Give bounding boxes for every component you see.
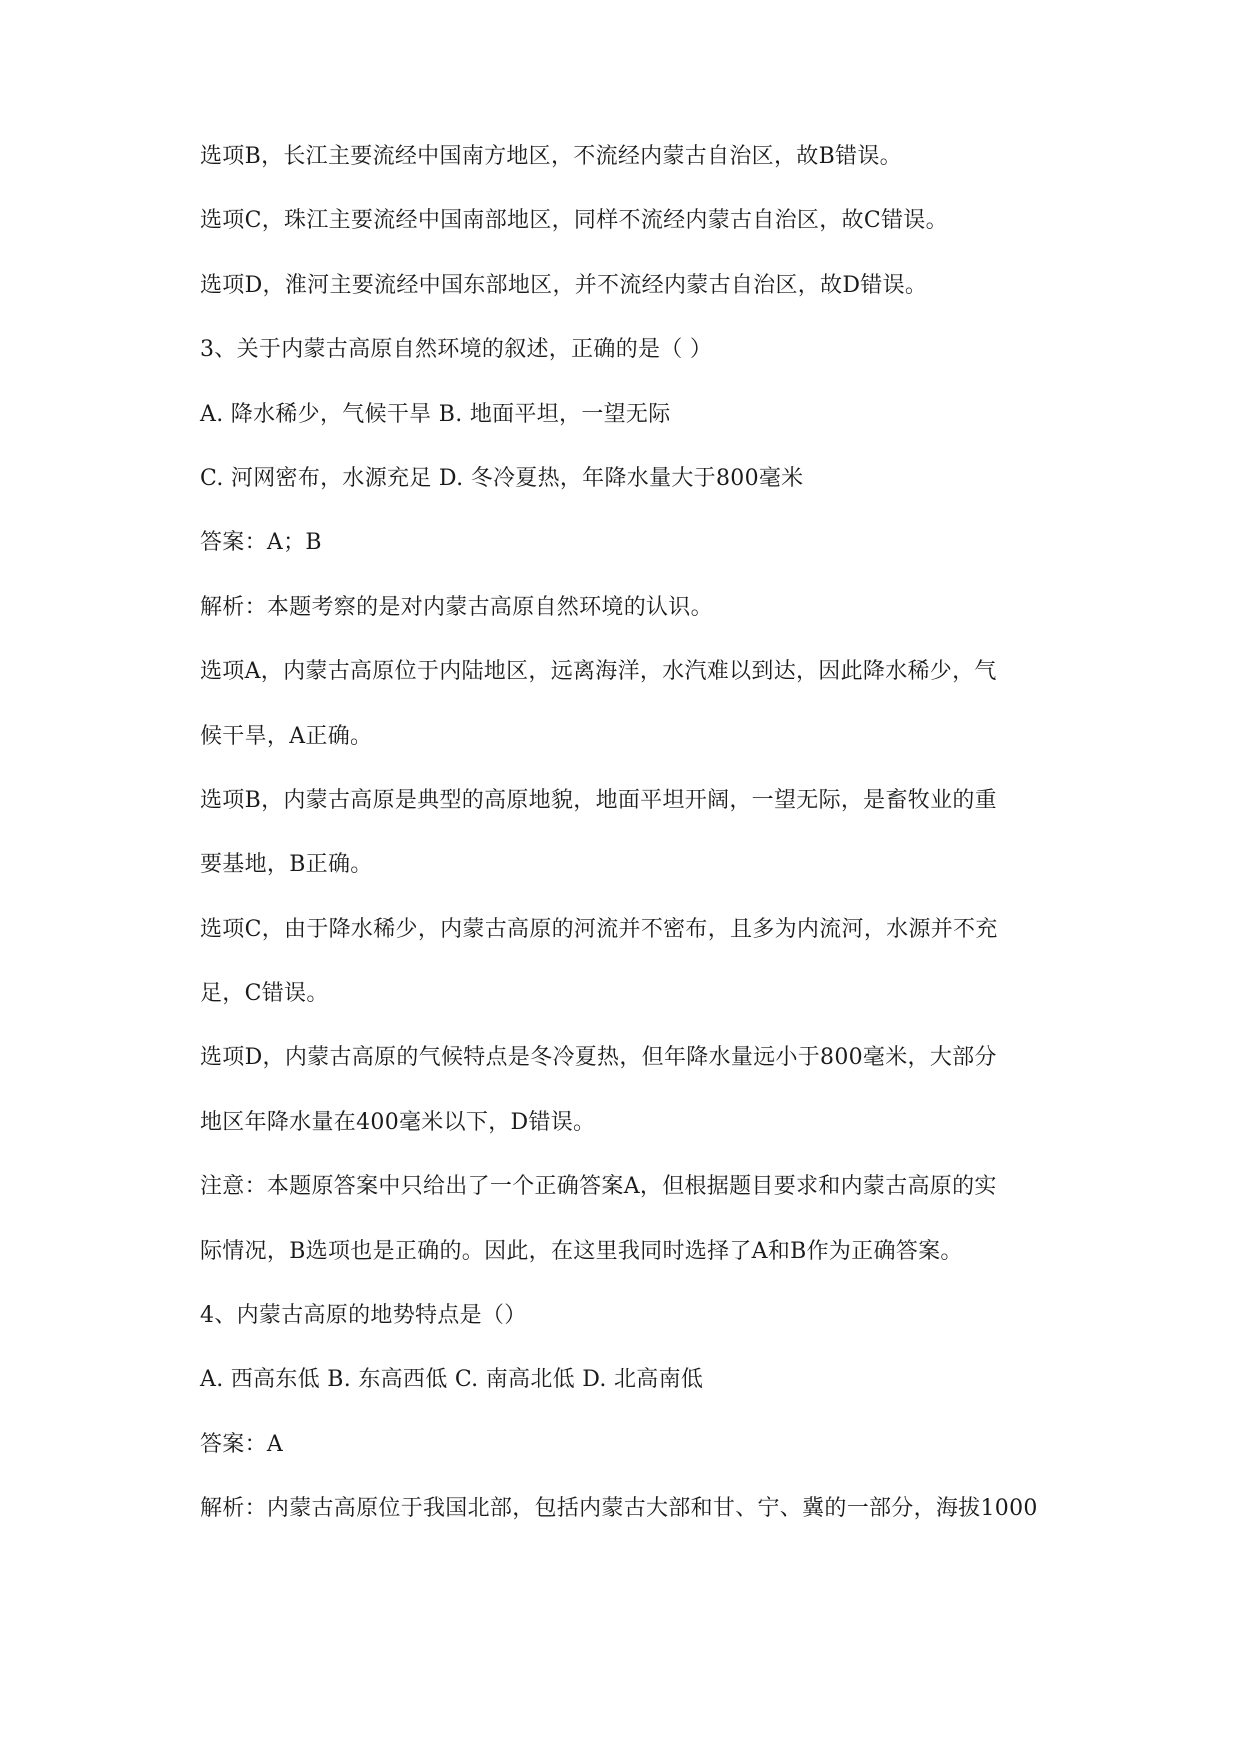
- question-3-options-cd: C. 河网密布，水源充足 D. 冬冷夏热，年降水量大于800毫米: [200, 465, 804, 491]
- text-line: 选项D，内蒙古高原的气候特点是冬冷夏热，但年降水量远小于800毫米，大部分: [200, 1045, 997, 1071]
- question-4-options: A. 西高东低 B. 东高西低 C. 南高北低 D. 北高南低: [200, 1367, 704, 1393]
- text-line: 要基地，B正确。: [200, 852, 373, 878]
- text-line: 选项A，内蒙古高原位于内陆地区，远离海洋，水汽难以到达，因此降水稀少，气: [200, 659, 997, 685]
- question-4-analysis: 解析：内蒙古高原位于我国北部，包括内蒙古大部和甘、宁、冀的一部分，海拔1000: [200, 1496, 1038, 1522]
- question-3-answer: 答案：A；B: [200, 530, 322, 556]
- text-line: 选项B，内蒙古高原是典型的高原地貌，地面平坦开阔，一望无际，是畜牧业的重: [200, 787, 997, 813]
- text-line: 足，C错误。: [200, 981, 329, 1007]
- text-line: 选项C，由于降水稀少，内蒙古高原的河流并不密布，且多为内流河，水源并不充: [200, 916, 998, 942]
- text-line: 选项D，淮河主要流经中国东部地区，并不流经内蒙古自治区，故D错误。: [200, 272, 928, 298]
- question-3-analysis: 解析：本题考察的是对内蒙古高原自然环境的认识。: [200, 594, 713, 620]
- text-line: 选项B，长江主要流经中国南方地区，不流经内蒙古自治区，故B错误。: [200, 144, 902, 169]
- text-line: 地区年降水量在400毫米以下，D错误。: [200, 1109, 596, 1135]
- body-text: [200, 140, 1090, 1557]
- question-4-stem: 4、内蒙古高原的地势特点是（）: [200, 1303, 527, 1329]
- question-3-stem: 3、关于内蒙古高原自然环境的叙述，正确的是（ ）: [200, 337, 713, 363]
- question-3-options-ab: A. 降水稀少，气候干旱 B. 地面平坦，一望无际: [200, 401, 671, 427]
- question-4-answer: 答案：A: [200, 1431, 284, 1457]
- note-line: 注意：本题原答案中只给出了一个正确答案A，但根据题目要求和内蒙古高原的实: [200, 1174, 997, 1200]
- text-line: 选项C，珠江主要流经中国南部地区，同样不流经内蒙古自治区，故C错误。: [200, 208, 948, 234]
- text-line: 候干旱，A正确。: [200, 723, 373, 749]
- note-line: 际情况，B选项也是正确的。因此，在这里我同时选择了A和B作为正确答案。: [200, 1238, 963, 1264]
